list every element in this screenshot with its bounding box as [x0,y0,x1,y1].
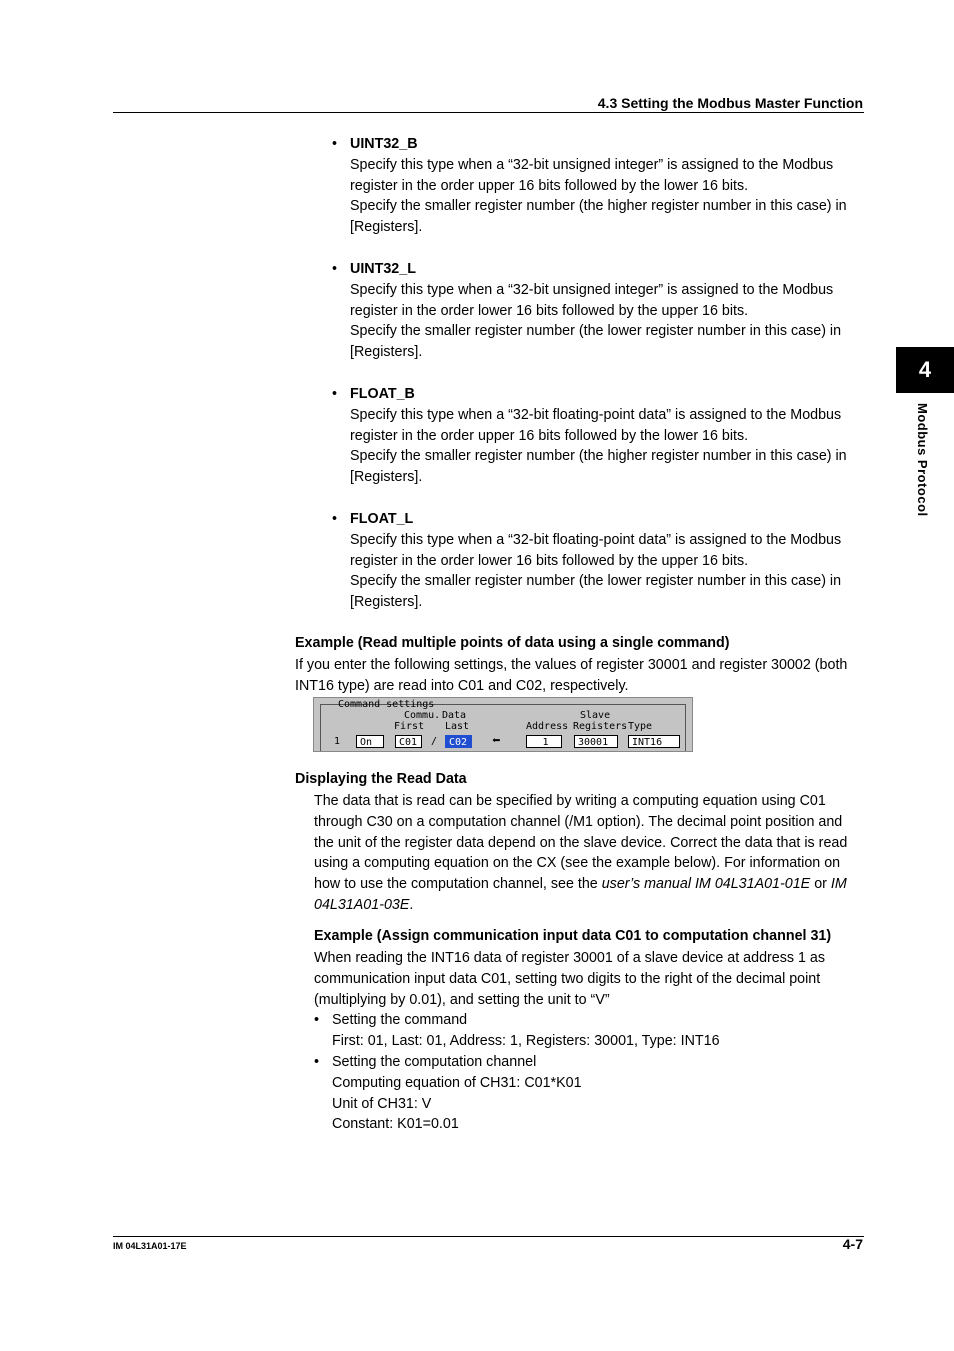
first-field[interactable]: C01 [395,735,422,748]
bullet-mark: • [332,261,338,277]
manual-reference-2: IM 04L31A01-03E [314,876,847,913]
bullet-para: Specify the smaller register number (the higher register number in this case) in [Registers]. [350,198,847,236]
bullet-title: UINT32_L [350,261,416,277]
chapter-tab [896,347,954,393]
bullet-para: Specify this type when a “32-bit unsigned integer” is assigned to the Modbus register in the order lower 16 bits followed by the upper 16 bits. [350,281,834,319]
example2-text: When reading the INT16 data of register 30001 of a slave device at address 1 as communication input data C01, setting two digits to the right of the decimal point (multiplying by 0.01), and setting the unit to “V” [314,950,826,1008]
bullet-para: Specify the smaller register number (the higher register number in this case) in [Registers]. [350,448,847,486]
example1-text: If you enter the following settings, the values of register 30001 and register 30002 (both INT16 type) are read into C01 and C02, respectively. [295,657,848,694]
footer-doc-id: IM 04L31A01-17E [113,1241,187,1251]
chapter-number: 4 [918,357,932,382]
col-slave: Slave [580,710,611,721]
address-field[interactable]: 1 [526,735,562,748]
bullet-float-l [332,509,862,613]
type-field[interactable]: INT16 [628,735,680,748]
setting-command-item [314,1010,814,1052]
last-field[interactable]: C02 [445,735,472,748]
bullet-mark: • [332,136,338,152]
col-first: First [394,721,425,732]
item-title: Setting the command [332,1012,468,1028]
section-header: 4.3 Setting the Modbus Master Function [597,95,863,111]
bullet-title: UINT32_B [350,136,418,152]
bullet-para: Specify this type when a “32-bit floating-point data” is assigned to the Modbus register in the order upper 16 bits followed by the lower 16 bits. [350,406,842,444]
item-line: Constant: K01=0.01 [332,1116,459,1133]
bullet-mark: • [332,386,338,402]
display-text-body: The data that is read can be specified by writing a computing equation using C01 through C30 on a computation channel (/M1 option). The decimal point position and the unit of the register data depend on the slave device. Correct the data that is read using a computing equation on the CX (see the example below). For information on how to use the computation channel, see the [314,793,848,893]
setting-computation-item [314,1052,814,1135]
item-line: Computing equation of CH31: C01*K01 [332,1074,582,1091]
col-type: Type [628,721,653,732]
screen-title: Command settings [338,699,435,710]
commu-field[interactable]: On [356,735,384,748]
command-settings-screen [313,697,693,752]
bullet-float-b [332,384,862,488]
example1-heading: Example (Read multiple points of data using a single command) [295,635,730,651]
col-address: Address [526,721,569,732]
display-text-or: or [810,876,831,893]
chapter-tab-label: Modbus Protocol [915,403,930,517]
page-number: 4-7 [842,1236,863,1252]
example2-heading: Example (Assign communication input data C01 to computation channel 31) [314,928,832,944]
bullet-title: FLOAT_B [350,386,415,402]
range-separator: / [431,736,438,747]
item-title: Setting the computation channel [332,1054,537,1070]
registers-field[interactable]: 30001 [574,735,618,748]
col-commu: Commu. [404,710,441,721]
bullet-para: Specify the smaller register number (the lower register number in this case) in [Registers]. [350,573,842,611]
bullet-para: Specify this type when a “32-bit unsigned integer” is assigned to the Modbus register in the order upper 16 bits followed by the lower 16 bits. [350,156,834,194]
bullet-para: Specify the smaller register number (the lower register number in this case) in [Registers]. [350,323,842,361]
bullet-title: FLOAT_L [350,511,414,527]
bullet-mark: • [314,1012,320,1028]
bullet-para: Specify this type when a “32-bit floating-point data” is assigned to the Modbus register in the order lower 16 bits followed by the upper 16 bits. [350,531,842,569]
col-last: Last [445,721,470,732]
manual-reference-1: user’s manual IM 04L31A01-01E [601,876,811,893]
header-rule [113,112,864,113]
arrow-left-icon: ⬅ [492,733,501,749]
bullet-uint32-l [332,259,862,363]
display-heading: Displaying the Read Data [295,771,467,787]
col-data: Data [442,710,467,721]
display-text [314,791,862,916]
row-number: 1 [334,736,341,747]
item-line: First: 01, Last: 01, Address: 1, Registers: 30001, Type: INT16 [332,1032,720,1049]
bullet-mark: • [314,1054,320,1070]
footer-rule [113,1236,864,1237]
col-registers: Registers [573,721,628,732]
bullet-mark: • [332,511,338,527]
item-line: Unit of CH31: V [332,1095,432,1112]
display-text-end: . [409,896,414,913]
bullet-uint32-b [332,134,862,238]
